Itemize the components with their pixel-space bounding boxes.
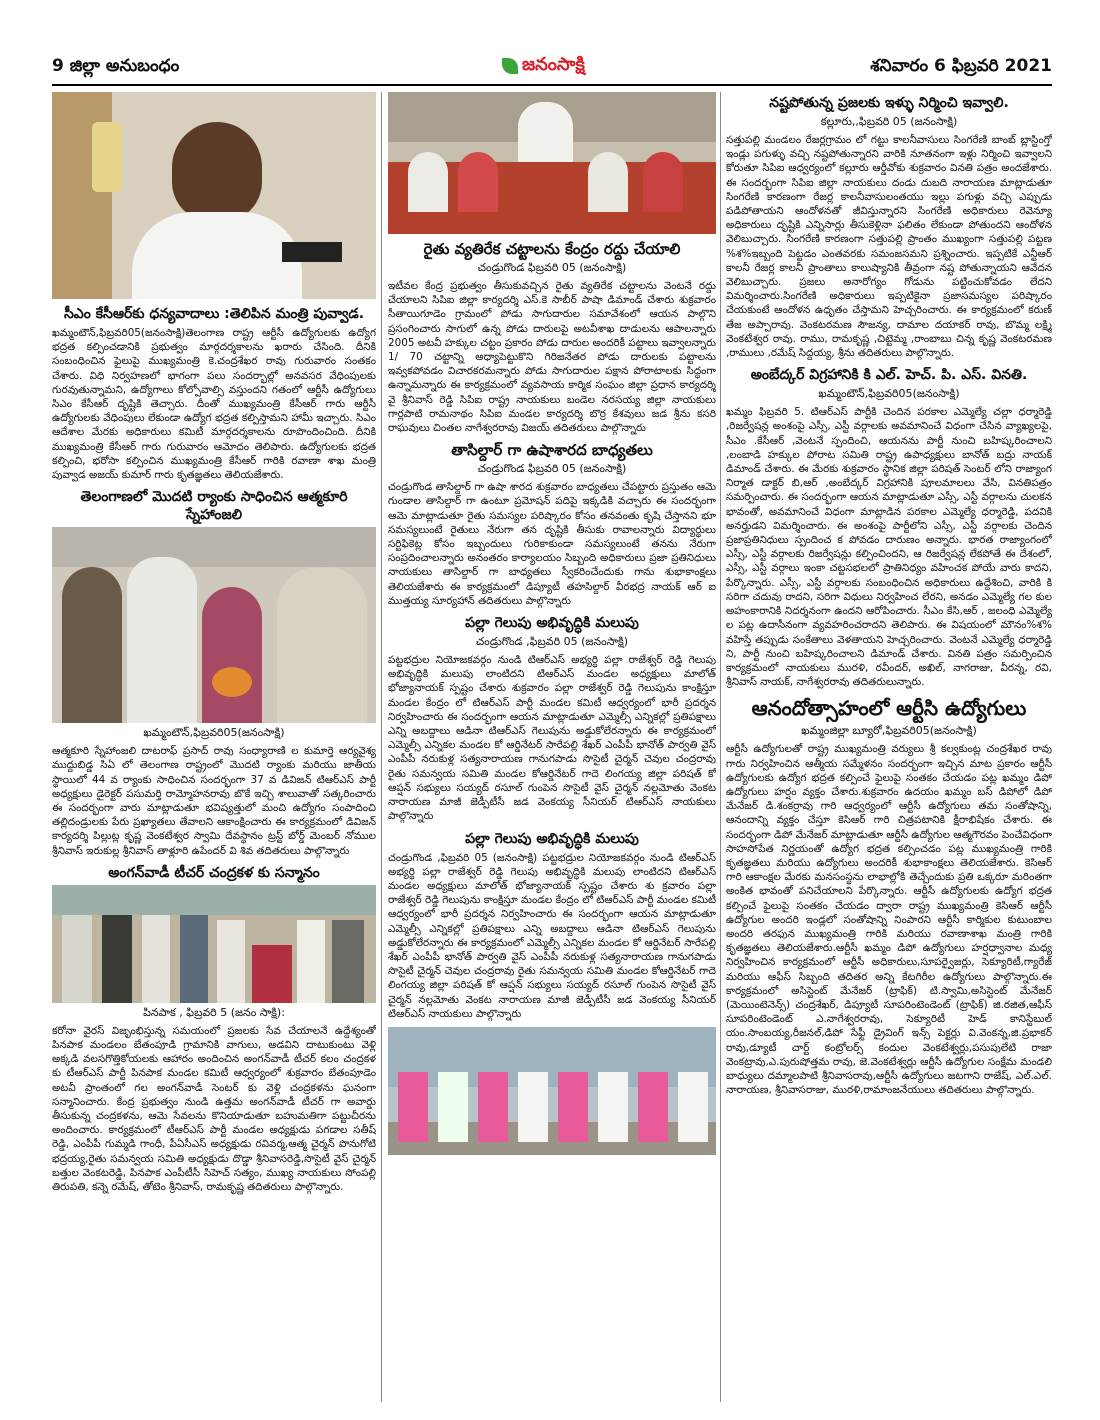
dateline: చండ్రుగొండ ఫిబ్రవరి 05 (జనంసాక్షి) (477, 462, 627, 476)
headline-palla-victory: పల్లా గెలుపు అభివృద్ధికి మలుపు (465, 615, 639, 632)
headline-rtc-joy: ఆనందోత్సాహంలో ఆర్టీసి ఉద్యోగులు (751, 696, 1027, 721)
article-body-tahsildar: చండ్రుగొండ తాసిల్దార్ గా ఉషా శారద శుక్రవారం బాధ్యతలు చేపట్టారు ప్రస్తుతం ఆమె గుండాల తాసిల్దార్ గా ఉంటూ ప్రమోషన్ పదిపై ఇక్కడికి వచ్చారు ఈ సందర్భంగా ఆమె మాట్లాడుతూ రైతు సమస్యల పరిష్కారం కోసం తనవంతు కృషి చేస్తానని భూ సమస్యలుంటే రైతులు నేరుగా తన దృష్టికి తీసుకు రావాలన్నారు విద్యార్థులు సర్టిఫికెట్ల కోసం ఇబ్బందులు గురికాకుండా సమస్యలుంటే తనను నేరుగా సంప్రదించాలన్నారు అనంతరం కార్యాలయం సిబ్బంది అధికారులు ప్రజా ప్రతినిధులు నాయకులు తాసిల్దార్ గా బాధ్యతలు స్వీకరించేందుకు గాను శుభాకాంక్షలు తెలియజేశారు ఈ కార్యక్రమంలో డిప్యూటీ తహసిల్దార్ వీరభద్ర నాయక్ ఆర్ ఐ ముత్తయ్య సూర్యహాన్ తదితరులు పాల్గొన్నారు (388, 481, 716, 607)
column-2 (388, 92, 716, 1408)
photo-caption: ఖమ్మంటౌన్,ఫిబ్రవరి05(జనంసాక్షి) (143, 726, 285, 740)
dateline: చండ్రుగొండ ఫిబ్రవరి 05 (జనంసాక్షి) (477, 261, 627, 274)
page-label: 9 జిల్లా అనుబంధం (52, 56, 180, 76)
dateline: చండ్రుగొండ ,ఫిబ్రవరి 05 (జనంసాక్షి) (475, 635, 629, 649)
headline-tahsildar: తాసిల్దార్ గా ఉషాశారద బాధ్యతలు (451, 441, 653, 460)
photo-cpi-meeting (388, 92, 716, 234)
headline-ambedkar: అంబేద్కర్ విగ్రహానికి కి ఎల్. హెచ్. పి. ఎస్. వినతి. (750, 367, 1028, 384)
dateline: ఖమ్మంటౌన్,ఫిబ్రవరి05(జనంసాక్షి) (818, 387, 960, 401)
newspaper-logo (502, 52, 602, 80)
article-body-farm-laws: ఇటీవల కేంద్ర ప్రభుత్వం తీసుకువచ్చిన రైతు వ్యతిరేక చట్టాలను వెంటనే రద్దు చేయాలని సిపిఐ జిల్లా కార్యదర్శి ఎస్.కె సాబీర్ పాషా డిమాండ్ చేశారు శుక్రవారం సీతాయిగూడెం గ్రామంలో పోడు సాగుదారుల సమావేశంలో ఆయన పాల్గొని ప్రసంగించారు సాగులో ఉన్న పోడు దారులపై అటవీశాఖ దాడులను ఆపాలన్నారు 2005 అటవీ హక్కుల చట్టం ప్రకారం పోడు దారుల అందరికీ పట్టాలు ఇవ్వాలన్నారు 1/ 70 చట్టాన్ని అధ్యాపెట్టుకొని గిరిజనేతర పోడు దారులకు పట్టాలను ఇవ్వకపోవడం విచారకరమన్నారు పోడు సాగుదారుల పక్షాన పోరాటాలకు సిద్ధంగా ఉన్నామన్నారు ఈ కార్యక్రమంలో వ్యవసాయ కార్మిక సంఘం జిల్లా ప్రధాన కార్యదర్శి వై శ్రీనివాస్ రెడ్డి సిపిఐ రాష్ట్ర నాయకులు బండెల నరసయ్య జిల్లా నాయకులు గార్లపాటి రామనాథం సిపిఐ మండల కార్యదర్శి బొర్ర కేశవులు జడ శ్రీను కసరి రాఘవులు చింతల నాగేశ్వరరావు విజయ్ తదితరులు పాల్గొన్నారు (388, 280, 716, 435)
masthead (52, 52, 1052, 84)
article-body-anganwadi: కరోనా వైరస్ విజృంభిస్తున్న సమయంలో ప్రజలకు సేవ చేయాలనే ఉద్దేశ్యంతో పినపాక మండలం బేతంపూడి గ్రామానికి వాగులు, అడవిని దాటుకుంటు వెళ్లి అక్కడి వలసగొత్తికోయలకు ఆహారం అందించిన అంగన్‌వాడీ టీచర్ కలం చంద్రకళ కు టీఆర్ఎస్ పార్టీ పినపాక మండల కమిటీ ఆధ్వర్యంలో శుక్రవారం బేతంపూడెం అటవీ ప్రాంతంలో గల అంగన్‌వాడీ సెంటర్ కు వెళ్లి చంద్రకళను ఘనంగా సన్మానించారు. కేంద్ర ప్రభుత్వం నుండి ఉత్తమ అంగన్‌వాడీ టీచర్ గా అవార్డు తీసుకున్న చంద్రకళను, ఆమె సేవలను కొనియాడుతూ బహుమతిగా పట్టుచీరను అందించారు. కార్యక్రమంలో టీఆర్ఎస్ పార్టీ మండల అధ్యక్షుడు పగడాల సతీష్ రెడ్డి, ఎంపీపీ గుమ్మడి గాంధీ, పీఏసీఎస్ అధ్యక్షుడు రవివర్మ,ఆత్మ చైర్మన్ పొనుగోటి భద్రయ్య,రైతు సమన్వయ సమితి అధ్యక్షుడు దొడ్డా శ్రీనివాసరెడ్డి,సొసైటీ వైస్ చైర్మన్ బత్తుల వెంకటరెడ్డి, పినపాక ఎంపీటీసీ సిహెచ్ సత్యం, ముఖ్య నాయకులు సోంపల్లి తిరుపతి, కన్నె రమేష్, తోటెం శ్రీనివాస్, రామకృష్ణ తదితరులు పాల్గొన్నారు. (52, 1024, 376, 1194)
column-divider (720, 92, 721, 1402)
photo-caption: పినపాక , ఫిబ్రవరి 5 (జనం సాక్షి): (143, 1005, 285, 1019)
issue-date: శనివారం 6 ఫిబ్రవరి 2021 (870, 56, 1052, 76)
headline-farm-laws: రైతు వ్యతిరేక చట్టాలను కేంద్రం రద్దు చేయాలి (423, 240, 681, 258)
column-1 (52, 92, 376, 1408)
headline-housing: నష్టపోతున్న ప్రజలకు ఇళ్ళు నిర్మించి ఇవ్వాలి. (769, 95, 1009, 111)
photo-trs-rally (388, 1027, 716, 1155)
article-body-housing: సత్తుపల్లి మండలం రేజర్లగ్రామం లో గట్టు కాలనీవాసులు సింగరేణి బాంబ్ బ్లాస్టింగ్తో ఇండ్లు పగుళ్ళు వచ్చి నష్టపోతున్నారని వారికి నూతనంగా ఇళ్లు నిర్మించి ఇవ్వాలని కోరుతూ సిపిఐ ఆధ్వర్యంలో కల్లూరు ఆర్డీవోకు శుక్రవారం వినతి పత్రం అందజేశారు. ఈ సందర్భంగా సిపిఐ జిల్లా నాయకులు దండు దుబది నారాయణ మాట్లాడుతూ సింగరేణి కారణంగా రేజర్ల కాలనీవాసులంతయు ఇల్లు పగుళ్లు వచ్చి ఎప్పుడు పడిపోతాయని ఆందోళనతో జీవిస్తున్నారని సింగరేణి అధికారులు రెవెన్యూ అధికారులు దృష్టికి ఎన్నిసార్లు తీసుకెళ్లినా ఫలితం లేకుండా పోతుందని ఆందోళన వెలిబుచ్చారు. సింగరేణి కారణంగా సత్తుపల్లి ప్రాంతం ముఖ్యంగా సత్తుపల్లి పట్టణ %శ%ఇబ్బంది పెట్టడం ఎంతవరకు సమంజసమని ప్రశ్నించారు. ఇప్పటికే ఎన్టీఆర్ కాలనీ రేజర్ల కాలనీ ప్రాంతాలు కాలుష్యానికి తీవ్రంగా నష్ట పోతున్నాయని ఆవేదన వెలిబుచ్చారు. ప్రజలు అనారోగ్యం గోడును పట్టించుకోవడం లేదని విమర్శించారు.సింగరేణి అధికారులు ఇప్పటికైనా ప్రజాసమస్యల పరిష్కారం చేయకుంటే ఆందోళన ఉధృతం చేస్తామని హెచ్చరించారు. ఈ కార్యక్రమంలో కరుణ్ తేజ అప్పారావు. వెంకటరమణ సౌజన్య, దామాల దయాకర్ రావు, బొమ్మ లక్ష్మి వెంకటేశ్వర రావు. రాము, రామకృష్ణ ,చిట్టెమ్మ ,రాంబాబు చిన్న కృష్ణ వెంకటరమణ ,రాములు ,రమేష్ సిద్దయ్య, శ్రీను తదితరులు పాల్గొన్నారు. (726, 134, 1052, 360)
article-body-first-rank: ఆత్మకూరి స్నేహాంజలి దాటరాఫ్ ప్రసాద్ రావు సంధ్యారాణి ల కుమార్తె ఆర్యవైశ్య ముద్దుబిడ్డ సిఏ లో తెలంగాణ రాష్ట్రంలో మొదటి ర్యాంకు మరియు జాతీయ స్థాయిలో 44 వ ర్యాంకు సాధించిన సందర్భంగా 37 వ డివిజన్ టిఆర్ఎస్ పార్టీ అధ్యక్షులు డైరెక్టర్ పసుమర్తి రామ్మోహనరావు బొకే ఇచ్చి శాలువాతో సత్కరించారు ఈ సందర్భంగా వారు మాట్లాడుతూ భవిష్యత్తులో మంచి ఉద్యోగం సంపాదించి తల్లిదండ్రులకు పేరు ప్రఖ్యాతలు తేవాలని ఆకాంక్షించారు ఈ కార్యక్రమంలో డివిజన్ కార్యదర్శి పిల్లుట్ల కృష్ణ వెంకటేశ్వర స్వామి దేవస్థానం ట్రస్ట్ బోర్డ్ మెంబర్ నోముల శ్రీనివాస్ ఇరుకుల్ల శ్రీనివాస్ తాళ్లూరి ఉపేందర్ వి శివ తదితరులు పాల్గొన్నారు (52, 745, 376, 857)
headline-cm-thanks: సీఎం కేసీఆర్‌కు ధన్యవాదాలు :తెలిపిన మంత్రి పువ్వాడ. (63, 306, 365, 322)
logo-text: జనంసాక్షి (522, 53, 585, 75)
leaf-icon (502, 58, 518, 74)
column-3 (726, 92, 1052, 1408)
headline-anganwadi: అంగన్‌వాడీ టీచర్ చంద్రకళ కు సన్మానం (108, 864, 320, 881)
dateline: ఖమ్మంజిల్లా బ్యూరో,ఫిబ్రవరి05(జనంసాక్షి) (801, 724, 977, 738)
column-divider (381, 92, 382, 1402)
masthead-rule (52, 84, 1052, 86)
article-body-rtc-joy: ఆర్టీసీ ఉద్యోగులతో రాష్ట్ర ముఖ్యమంత్రి వర్యులు శ్రీ కల్వకుంట్ల చంద్రశేఖర రావు గారు నిర్వహించిన ఆత్మీయ సమ్మేళనం సందర్భంగా ఇచ్చిన మాట ప్రకారం ఆర్టీసీ ఉద్యోగులకు ఉద్యోగ భద్రత కల్పించే ఫైలుపై సంతకం చేయడం పట్ల ఖమ్మం డిపో ఉద్యోగులు హర్షం వ్యక్తం చేశారు.శుక్రవారం ఉదయం ఖమ్మం బస్ డిపోలో డిపో మేనేజర్ డి.శంకర్రావు గారి ఆధ్వర్యంలో ఆర్టీసీ ఉద్యోగులు తమ సంతోషాన్ని, ఆనందాన్ని వ్యక్తం చేస్తూ కెసిఆర్ గారి చిత్రపటానికి క్షీరాభిషేకం చేశారు. ఈ సందర్భంగా డిపో మేనేజర్ మాట్లాడుతూ ఆర్టీసీ ఉద్యోగుల ఆత్మగౌరవం పెంచేవిధంగా సాహసోపేత నిర్ణయంతో ఉద్యోగ భద్రత కల్పించడం పట్ల ముఖ్యమంత్రి గారికి కృతజ్ఞతలు మరియు ఉద్యోగులు అందరికీ శుభాకాంక్షలు తెలియజేశారు. కెసిఆర్ గారి ఆకాంక్షల మేరకు మనసంస్థను లాభాల్లోకి తెచ్చేందుకు ప్రతి ఒక్కరూ మరింతగా అంకిత భావంతో పనిచేయాలని పేర్కొన్నారు. ఆర్టీసీ ఉద్యోగులకు ఉద్యోగ భద్రత కల్పించే ఫైలుపై సంతకం చేయడం ద్వారా రాష్ట్ర ముఖ్యమంత్రి కెసిఆర్ ఆర్టీసీ ఉద్యోగుల అందరి ఇండ్లలో సంతోషాన్ని నింపారని ఆర్టీసీ కార్మికుల కుటుంబాల అందరి తరఫున ముఖ్యమంత్రి గారికి మరియు రవాణాశాఖ మంత్రి గారికి కృతజ్ఞతలు తెలియజేశారు.ఆర్టీసీ ఖమ్మం డిపో ఉద్యోగులు హర్షధ్వానాల మధ్య నిర్వహించిన కార్యక్రమంలో ఆర్టీసీ అధికారులు,సూపర్వైజర్లు, సెక్యూరిటీ,గ్యారేజ్ మరియు ఆఫీస్ సిబ్బంది తదితర అన్ని కేటగిరీల ఉద్యోగులు పాల్గొన్నారు.ఈ కార్యక్రమంలో అసిస్టెంట్ మేనేజర్ (ట్రాఫిక్) టి.స్వామి,అసిస్టెంట్ మేనేజర్ (మెయింటెనెన్స్) చంద్రశేఖర్, డిప్యూటీ సూపరింటెండెంట్ (ట్రాఫిక్) జి.రజిత,ఆఫీస్ సూపరింటెండెంట్ ఎ.నాగేశ్వరరావు, సెక్యూరిటీ హెడ్ కానిస్టేబుల్ యం.సాంబయ్య,రీజనల్,డిపో సేఫ్టీ డ్రైవింగ్ ఇన్స్ పెక్టర్లు వి.వెంకన్న,జి.ప్రభాకర్ రావు,డ్యూటీ చార్ట్ కంట్రోలర్స్ కందుల వెంకటేశ్వర్లు,పసుపులేటి రాజా వెంకట్రావు,ఎ.పురుషోత్తమ రావు, జె.వెంకటేశ్వర్లు ఆర్టీసీ ఉద్యోగుల సంక్షేమ మండలి బాధ్యులు దమ్మాలపాటి శ్రీనివాసరావు,ఆర్టీసీ ఉద్యోగులు జటగాని రాజేష్, ఎల్.ఎల్. నారాయణ, శ్రీనివాసరాజు, మురళి,రామాంజనేయులు తదితరులు పాల్గొన్నారు. (726, 743, 1052, 1097)
photo-felicitation (52, 527, 376, 723)
article-body-ambedkar: ఖమ్మం ఫిబ్రవరి 5. టిఆర్ఎస్ పార్టీకి చెందిన పరకాల ఎమ్మెల్యే చల్లా ధర్మారెడ్డి ,రిజర్వేషన్ల అంశంపై ఎస్సీ, ఎస్టీ వర్గాలకు అవమానించే విధంగా చేసిన వ్యాఖ్యలపై, సీఎం .కేసీఆర్ ,వెంటనే స్పందించి, ఆయనను పార్టీ నుంచి బహిష్కరించాలని ,లంబాడి హక్కుల పోరాట సమితి రాష్ట్ర ఉపాధ్యక్షులు బానోత్ బద్రు నాయక్ డిమాండ్ చేశారు. ఈ మేరకు శుక్రవారం స్థానిక జిల్లా పరిషత్ సెంటర్ లోని రాజ్యాంగ నిర్మాత డాక్టర్ బి,ఆర్ ,అంబేద్కర్ విగ్రహానికి పూలమాలలు వేసి, వినతిపత్రం సమర్పించారు. ఈ సందర్భంగా ఆయన మాట్లాడుతూ ఎస్సీ, ఎస్టీ వర్గాలను చులకన భావంతో, అవమానించే విధంగా మాట్లాడిన పరకాల ఎమ్మెల్యే ధర్మారెడ్డి, పదవికి అనర్హుడని విమర్శించారు. ఈ అంశంపై పార్టీలోని ఎస్సీ, ఎస్టీ వర్గాలకు చెందిన ప్రజాప్రతినిధులు స్పందించ క పోవడం దారుణం అన్నారు. భారత రాజ్యాంగంలో ఎస్సీ, ఎస్టీ వర్గాలకు రిజర్వేషన్లు కల్పించిందని, ఆ రిజర్వేషన్ల లేకపోతే ఈ దేశంలో, ఎస్సీ, ఎస్టీ వర్గాలు ఇంకా చట్టసభలలో ప్రాతినిధ్యం వహించక పోయే వారు కాదని, పేర్కొన్నారు. ఎస్సీ, ఎస్టీ వర్గాలకు సంబంధించిన అధికారులు ఉద్దేశించి, వారికి కి సరిగా చదువు రాదని, సరిగా విధులు నిర్వహించ లేరని, అనడం ఎమ్మెల్యే గల కుల అహంకారానికి నిదర్శనంగా ఉందని ఆరోపించారు. సీఎం కేసి,ఆర్ , జలంధి ఎమ్మెల్యే ల పట్ల ఉదాసీనంగా వ్యవహరించరాదని తెలిపారు. ఈ విషయంలో మౌనం%శ% వహిస్తే తప్పుడు సంకేతాలు వెళతాయని హెచ్చరించారు. వెంటనే ఎమ్మెల్యే ధర్మారెడ్డి ని, పార్టీ నుంచి బహిష్కరించాలని డిమాండ్ చేశారు. వినతి పత్రం సమర్పించిన కార్యక్రమంలో నాయకులు మురళి, రవీందర్, అఖిల్, నాగరాజు, వీరన్న, రవి, శ్రీనివాస్ నాయక్, నాగేశ్వరరావు తదితరులున్నారు. (726, 406, 1052, 689)
article-body-palla-victory-repeat: చండ్రుగొండ ,ఫిబ్రవరి 05 (జనంసాక్షి) పట్టభద్రుల నియోజకవర్గం నుండి టిఆర్ఎస్ అభ్యర్థి పల్లా రాజేశ్వర్ రెడ్డి గెలుపు అభివృద్ధికి మలుపు లాంటిదని టిఆర్ఎస్ మండల అధ్యక్షులు మాలోత్ భోజ్యానాయక్ స్పష్టం చేశారు శు క్రవారం పల్లా రాజేశ్వర్ రెడ్డి గెలుపును కాంక్షిస్తూ మండల కేంద్రం లో టిఆర్ఎస్ పార్టీ మండల కమిటీ ఆధ్వర్యంలో భారీ ప్రదర్శన నిర్వహించారు ఈ సందర్భంగా ఆయన మాట్లాడుతూ ఎమ్మెల్సీ ఎన్నికల్లో ప్రతిపక్షాలు ఎన్ని అబద్దాలు ఆడినా టిఆర్ఎస్ గెలుపును అడ్డుకోలేరన్నారు ఈ కార్యక్రమంలో ఎమ్మెల్సీ ఎన్నికల మండల కో ఆర్డినేటర్ సారేపల్లి శేఖర్ ఎంపీపీ భానోత్ పార్వతి వైస్ ఎంపీపీ నరుకుళ్ల సత్యనారాయణ గానుగపాడు సొసైటీ చైర్మన్ చెవుల చంద్రరావు రైతు సమన్వయ సమితి మండల కోఆర్డినేటర్ గాదె లింగయ్య జిల్లా పరిషత్ కో ఆప్షన్ సభ్యులు సయ్యద్ రసూల్ గుంపెన సొసైటీ వైస్ చైర్మన్ నల్లమోతు వెంకట నారాయణ మాజీ జెడ్పీటీసీ జడ వెంకయ్య సీనియర్ టిఆర్ఎస్ నాయకులు పాల్గొన్నారు (388, 851, 716, 1020)
photo-anganwadi-group (52, 885, 376, 1003)
article-body-palla-victory: పట్టభద్రుల నియోజకవర్గం నుండి టిఆర్ఎస్ అభ్యర్థి పల్లా రాజేశ్వర్ రెడ్డి గెలుపు అభివృద్ధికి మలుపు లాంటిదని టిఆర్ఎస్ మండల అధ్యక్షులు మాలోత్ భోజ్యానాయక్ స్పష్టం చేశారు శుక్రవారం పల్లా రాజేశ్వర్ రెడ్డి గెలుపును కాంక్షిస్తూ మండల కేంద్రం లో టిఆర్ఎస్ పార్టీ మండల కమిటీ ఆధ్వర్యంలో భారీ ప్రదర్శన నిర్వహించారు ఈ సందర్భంగా ఆయన మాట్లాడుతూ ఎమ్మెల్సీ ఎన్నికల్లో ప్రతిపక్షాలు ఎన్ని అబద్దాలు ఆడినా టిఆర్ఎస్ గెలుపును అడ్డుకోలేరన్నారు ఈ కార్యక్రమంలో ఎమ్మెల్సీ ఎన్నికల మండల కో ఆర్డినేటర్ సారేపల్లి శేఖర్ ఎంపీపీ భానోత్ పార్వతి వైస్ ఎంపీపీ నరుకుళ్ల సత్యనారాయణ గానుగపాడు సొసైటీ చైర్మన్ చెవుల చంద్రరావు రైతు సమన్వయ సమితి మండల కోఆర్డినేటర్ గాదె లింగయ్య జిల్లా పరిషత్ కో ఆప్షన్ సభ్యులు సయ్యద్ రసూల్ గుంపెన సొసైటీ వైస్ చైర్మన్ నల్లమోతు వెంకట నారాయణ మాజీ జెడ్పీటీసీ జడ వెంకయ్య సీనియర్ టిఆర్ఎస్ నాయకులు పాల్గొన్నారు (388, 654, 716, 823)
headline-first-rank: తెలంగాణలో మొదటి ర్యాంకు సాధించిన ఆత్మకూరి స్నేహాంజలి (80, 489, 348, 524)
headline-palla-victory-repeat: పల్లా గెలుపు అభివృద్ధికి మలుపు (465, 830, 639, 847)
dateline: కల్లూరు,,ఫిబ్రవరి 05 (జనంసాక్షి) (820, 115, 958, 128)
article-body-cm-thanks: ఖమ్మంటౌన్,ఫిబ్రవరి05(జనంసాక్షి)తెలంగాణ రాష్ట్ర ఆర్టీసీ ఉద్యోగులకు ఉద్యోగ భద్రత కల్పించడానికి ప్రభుత్వం మార్గదర్శకాలను ఖరారు చేసింది. దీనికి సంబంధించిన ఫైలుపై ముఖ్యమంత్రి కె.చంద్రశేఖర రావు గురువారం సంతకం చేశారు. విధి నిర్వహణలో భాగంగా పలు సందర్భాల్లో అనవసర వేధింపులకు గురవుతున్నామని, ఉద్యోగాలు కోల్పోవాల్సి వస్తుందని గతంలో ఆర్టీసీ ఉద్యోగులు సిఎం కేసీఆర్ దృష్టికి తెచ్చారు. దీంతో ముఖ్యమంత్రి కేసీఆర్ గారు ఆర్టీసీ ఉద్యోగులకు వేధింపులు లేకుండా ఉద్యోగ భద్రత కల్పిస్తామని హామీ ఇచ్చారు. సిఎం ఆదేశాల మేరకు అధికారులు కమిటీ మార్గదర్శకాలను రూపొందించింది. దీనికి ముఖ్యమంత్రి కేసీఆర్ గారు గురువారం ఆమోదం తెలిపారు. ఉద్యోగులకు భద్రత కల్పించి, భరోసా కల్పించిన ముఖ్యమంత్రి కేసీఆర్ గారికి రవాణా శాఖ మంత్రి పువ్వాడ అజయ్ కుమార్ గారు కృతజ్ఞతలు తెలియజేశారు. (52, 327, 376, 482)
photo-minister-portrait (52, 92, 376, 299)
